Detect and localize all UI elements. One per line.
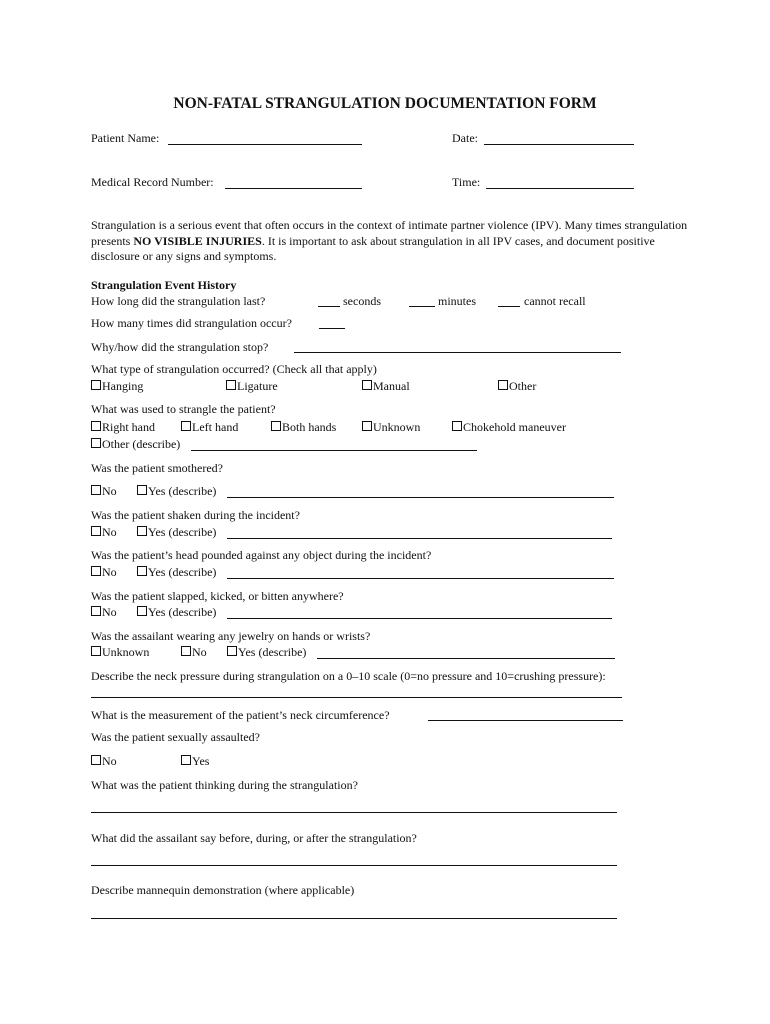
shaken-question: Was the patient shaken during the incident? bbox=[91, 508, 300, 522]
used-option-left-hand[interactable]: Left hand bbox=[181, 420, 238, 435]
checkbox[interactable] bbox=[181, 646, 191, 656]
duration-question: How long did the strangulation last? bbox=[91, 294, 266, 308]
checkbox[interactable] bbox=[91, 606, 101, 616]
jewelry-question: Was the assailant wearing any jewelry on hands or wrists? bbox=[91, 629, 371, 643]
type-option-manual[interactable]: Manual bbox=[362, 379, 410, 394]
assailant-say-question: What did the assailant say before, during, or after the strangulation? bbox=[91, 831, 417, 845]
cannot-recall-field[interactable] bbox=[498, 306, 520, 307]
minutes-field[interactable] bbox=[409, 306, 435, 307]
shaken-yes[interactable]: Yes (describe) bbox=[137, 525, 216, 540]
checkbox[interactable] bbox=[362, 421, 372, 431]
jewelry-describe-field[interactable] bbox=[317, 658, 615, 659]
thinking-question: What was the patient thinking during the strangulation? bbox=[91, 778, 358, 792]
checkbox[interactable] bbox=[137, 526, 147, 536]
head-no[interactable]: No bbox=[91, 565, 117, 580]
patient-name-field[interactable] bbox=[168, 144, 362, 145]
checkbox[interactable] bbox=[137, 485, 147, 495]
checkbox[interactable] bbox=[226, 380, 236, 390]
sexual-no[interactable]: No bbox=[91, 754, 117, 769]
intro-paragraph bbox=[91, 218, 691, 265]
type-option-ligature[interactable]: Ligature bbox=[226, 379, 278, 394]
checkbox[interactable] bbox=[137, 606, 147, 616]
used-other-field[interactable] bbox=[191, 450, 477, 451]
used-option-other[interactable]: Other (describe) bbox=[91, 437, 180, 452]
intro-text-1: Strangulation is a serious event that often occurs in the context of intimate partner violence (IPV). Many times strangulation presents bbox=[91, 218, 688, 248]
sexual-question: Was the patient sexually assaulted? bbox=[91, 730, 260, 744]
checkbox[interactable] bbox=[181, 755, 191, 765]
smothered-yes[interactable]: Yes (describe) bbox=[137, 484, 216, 499]
checkbox[interactable] bbox=[91, 755, 101, 765]
checkbox[interactable] bbox=[271, 421, 281, 431]
assailant-say-field[interactable] bbox=[91, 865, 617, 866]
checkbox[interactable] bbox=[91, 646, 101, 656]
type-option-hanging[interactable]: Hanging bbox=[91, 379, 143, 394]
checkbox[interactable] bbox=[498, 380, 508, 390]
checkbox[interactable] bbox=[91, 421, 101, 431]
cannot-recall-label: cannot recall bbox=[524, 294, 586, 308]
intro-text-2: . It is important to ask about strangulation in all IPV cases, and document positive disclosure or any signs and symptoms. bbox=[91, 233, 655, 263]
time-field[interactable] bbox=[486, 188, 634, 189]
slapped-question: Was the patient slapped, kicked, or bitten anywhere? bbox=[91, 589, 344, 603]
checkbox[interactable] bbox=[181, 421, 191, 431]
pressure-question: Describe the neck pressure during strangulation on a 0–10 scale (0=no pressure and 10=crushing pressure): bbox=[91, 669, 606, 683]
slapped-yes[interactable]: Yes (describe) bbox=[137, 605, 216, 620]
page-title: NON-FATAL STRANGULATION DOCUMENTATION FORM bbox=[173, 95, 597, 112]
checkbox[interactable] bbox=[91, 380, 101, 390]
stop-field[interactable] bbox=[294, 352, 621, 353]
used-option-both-hands[interactable]: Both hands bbox=[271, 420, 336, 435]
smothered-question: Was the patient smothered? bbox=[91, 461, 223, 475]
times-field[interactable] bbox=[319, 328, 345, 329]
date-field[interactable] bbox=[484, 144, 634, 145]
jewelry-no[interactable]: No bbox=[181, 645, 207, 660]
mrn-field[interactable] bbox=[225, 188, 362, 189]
used-option-right-hand[interactable]: Right hand bbox=[91, 420, 155, 435]
head-describe-field[interactable] bbox=[227, 578, 614, 579]
mrn-label: Medical Record Number: bbox=[91, 175, 214, 189]
type-question: What type of strangulation occurred? (Check all that apply) bbox=[91, 362, 377, 376]
checkbox[interactable] bbox=[91, 526, 101, 536]
used-option-chokehold[interactable]: Chokehold maneuver bbox=[452, 420, 566, 435]
checkbox[interactable] bbox=[362, 380, 372, 390]
section-heading: Strangulation Event History bbox=[91, 278, 237, 292]
checkbox[interactable] bbox=[452, 421, 462, 431]
head-question: Was the patient’s head pounded against any object during the incident? bbox=[91, 548, 432, 562]
shaken-describe-field[interactable] bbox=[227, 538, 612, 539]
checkbox[interactable] bbox=[137, 566, 147, 576]
used-option-unknown[interactable]: Unknown bbox=[362, 420, 420, 435]
pressure-field[interactable] bbox=[91, 697, 622, 698]
date-label: Date: bbox=[452, 131, 478, 145]
neck-field[interactable] bbox=[428, 720, 623, 721]
times-question: How many times did strangulation occur? bbox=[91, 316, 292, 330]
used-question: What was used to strangle the patient? bbox=[91, 402, 276, 416]
checkbox[interactable] bbox=[91, 485, 101, 495]
patient-name-label: Patient Name: bbox=[91, 131, 160, 145]
minutes-label: minutes bbox=[438, 294, 476, 308]
mannequin-field[interactable] bbox=[91, 918, 617, 919]
jewelry-yes[interactable]: Yes (describe) bbox=[227, 645, 306, 660]
seconds-field[interactable] bbox=[318, 306, 340, 307]
stop-question: Why/how did the strangulation stop? bbox=[91, 340, 269, 354]
slapped-describe-field[interactable] bbox=[227, 618, 612, 619]
checkbox[interactable] bbox=[227, 646, 237, 656]
intro-bold-text: NO VISIBLE INJURIES bbox=[133, 233, 262, 248]
neck-question: What is the measurement of the patient’s neck circumference? bbox=[91, 708, 390, 722]
checkbox[interactable] bbox=[91, 438, 101, 448]
jewelry-unknown[interactable]: Unknown bbox=[91, 645, 149, 660]
smothered-describe-field[interactable] bbox=[227, 497, 614, 498]
seconds-label: seconds bbox=[343, 294, 381, 308]
head-yes[interactable]: Yes (describe) bbox=[137, 565, 216, 580]
sexual-yes[interactable]: Yes bbox=[181, 754, 209, 769]
time-label: Time: bbox=[452, 175, 481, 189]
shaken-no[interactable]: No bbox=[91, 525, 117, 540]
slapped-no[interactable]: No bbox=[91, 605, 117, 620]
thinking-field[interactable] bbox=[91, 812, 617, 813]
mannequin-question: Describe mannequin demonstration (where applicable) bbox=[91, 883, 355, 897]
smothered-no[interactable]: No bbox=[91, 484, 117, 499]
type-option-other[interactable]: Other bbox=[498, 379, 536, 394]
checkbox[interactable] bbox=[91, 566, 101, 576]
